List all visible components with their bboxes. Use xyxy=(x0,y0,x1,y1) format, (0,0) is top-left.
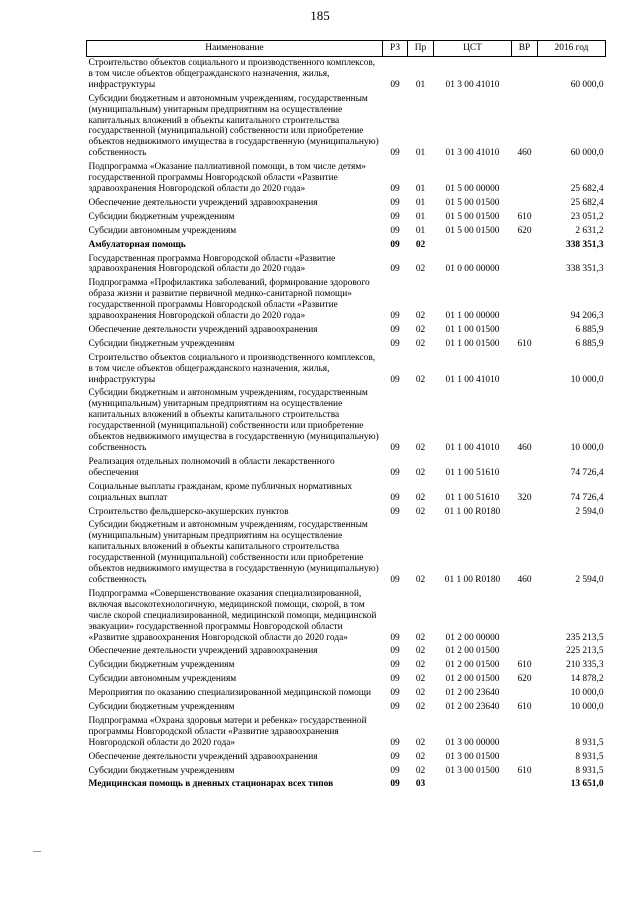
cell-rz: 09 xyxy=(390,779,400,790)
cell-cst: 01 2 00 01500 xyxy=(445,646,500,657)
cell-rz: 09 xyxy=(390,374,400,385)
cell-cst xyxy=(434,239,512,253)
cell-amount: 23 051,2 xyxy=(570,211,604,222)
cell-amount: 25 682,4 xyxy=(570,197,604,208)
cell-amount: 235 213,5 xyxy=(566,632,604,643)
table-row xyxy=(87,57,606,93)
table-row xyxy=(87,225,606,239)
cell-name: Медицинская помощь в дневных стационарах всех типов xyxy=(88,779,334,790)
cell-vr: 320 xyxy=(517,492,532,503)
cell-vr: 460 xyxy=(517,148,532,159)
cell-pr: 01 xyxy=(415,183,426,194)
cell-pr: 02 xyxy=(415,311,426,322)
cell-rz: 09 xyxy=(390,506,400,517)
table-row xyxy=(87,481,606,506)
table-row xyxy=(87,197,606,211)
cell-cst: 01 0 00 00000 xyxy=(445,264,500,275)
cell-vr xyxy=(512,506,538,520)
cell-name: Обеспечение деятельности учреждений здравоохранения xyxy=(88,197,318,208)
cell-vr: 620 xyxy=(517,225,532,236)
cell-cst: 01 3 00 41010 xyxy=(445,148,500,159)
cell-pr: 01 xyxy=(415,225,426,236)
cell-rz: 09 xyxy=(390,183,400,194)
cell-amount: 14 878,2 xyxy=(570,674,604,685)
cell-cst xyxy=(434,778,512,792)
cell-rz: 09 xyxy=(390,324,400,335)
cell-cst: 01 2 00 01500 xyxy=(445,674,500,685)
cell-pr: 02 xyxy=(415,688,426,699)
budget-table xyxy=(86,40,606,792)
cell-rz: 09 xyxy=(390,467,400,478)
cell-rz: 09 xyxy=(390,646,400,657)
cell-cst: 01 1 00 R0180 xyxy=(444,506,501,517)
cell-rz: 09 xyxy=(390,702,400,713)
table-row xyxy=(87,338,606,352)
cell-name: Субсидии автономным учреждениям xyxy=(88,225,237,236)
table-row xyxy=(87,239,606,253)
cell-amount: 2 631,2 xyxy=(575,225,604,236)
header-cst: ЦСТ xyxy=(434,41,512,57)
cell-pr: 02 xyxy=(415,374,426,385)
table-row xyxy=(87,588,606,646)
cell-cst: 01 1 00 01500 xyxy=(445,338,500,349)
cell-cst: 01 5 00 01500 xyxy=(445,197,500,208)
cell-amount: 8 931,5 xyxy=(575,737,604,748)
cell-pr: 02 xyxy=(415,506,426,517)
table-row xyxy=(87,673,606,687)
cell-rz: 09 xyxy=(390,660,400,671)
cell-vr xyxy=(512,161,538,197)
cell-pr: 02 xyxy=(415,702,426,713)
cell-cst: 01 1 00 41010 xyxy=(445,443,500,453)
cell-cst: 01 1 00 01500 xyxy=(445,324,500,335)
table-row xyxy=(87,277,606,324)
cell-rz: 09 xyxy=(390,311,400,322)
header-rz: РЗ xyxy=(383,41,408,57)
cell-name: Амбулаторная помощь xyxy=(88,239,186,250)
cell-cst: 01 3 00 01500 xyxy=(445,765,500,776)
cell-cst: 01 1 00 41010 xyxy=(445,374,500,385)
table-row xyxy=(87,324,606,338)
cell-name: Субсидии бюджетным учреждениям xyxy=(88,702,235,713)
cell-rz: 09 xyxy=(390,79,400,90)
header-vr: ВР xyxy=(512,41,538,57)
table-row xyxy=(87,253,606,278)
cell-name: Субсидии бюджетным учреждениям xyxy=(88,660,235,671)
cell-rz: 09 xyxy=(390,264,400,275)
cell-vr: 610 xyxy=(517,702,532,713)
cell-name: Субсидии бюджетным учреждениям xyxy=(88,765,235,776)
cell-amount: 210 335,3 xyxy=(566,660,604,671)
cell-vr xyxy=(512,352,538,388)
table-row xyxy=(87,659,606,673)
cell-vr xyxy=(512,253,538,278)
table-row xyxy=(87,211,606,225)
table-body xyxy=(87,57,606,793)
cell-name: Мероприятия по оказанию специализированной медицинской помощи xyxy=(88,688,372,699)
cell-cst: 01 5 00 00000 xyxy=(445,183,500,194)
cell-pr: 02 xyxy=(415,737,426,748)
cell-name: Субсидии бюджетным и автономным учреждениям, государственным (муниципальным) унитарным предприятиям на осуществление капитальных вложений в объекты капитального строительства государственной (муниципальной) собственности или приобретение объектов недвижимого имущества в государственную (муниципальную) собственность xyxy=(88,93,379,159)
cell-amount: 94 206,3 xyxy=(570,311,604,322)
cell-vr: 610 xyxy=(517,765,532,776)
header-name: Наименование xyxy=(87,41,383,57)
cell-cst: 01 1 00 51610 xyxy=(445,492,500,503)
cell-name: Обеспечение деятельности учреждений здравоохранения xyxy=(88,646,318,657)
cell-name: Строительство объектов социального и производственного комплексов, в том числе объектов общегражданского назначения, жилья, инфраструктуры xyxy=(88,58,376,90)
cell-rz: 09 xyxy=(390,148,400,159)
margin-mark xyxy=(33,851,41,852)
cell-vr xyxy=(512,277,538,324)
cell-name: Строительство объектов социального и производственного комплексов, в том числе объектов общегражданского назначения, жилья, инфраструктуры xyxy=(88,352,376,385)
cell-amount: 60 000,0 xyxy=(570,79,604,90)
cell-vr xyxy=(512,645,538,659)
cell-amount: 74 726,4 xyxy=(570,492,604,503)
table-row xyxy=(87,93,606,161)
cell-amount: 25 682,4 xyxy=(570,183,604,194)
cell-pr: 02 xyxy=(415,751,426,762)
cell-cst: 01 2 00 01500 xyxy=(445,660,500,671)
cell-vr: 460 xyxy=(517,443,532,453)
cell-name: Строительство фельдшерско-акушерских пунктов xyxy=(88,506,289,517)
cell-vr xyxy=(512,588,538,646)
cell-name: Подпрограмма «Совершенствование оказания специализированной, включая высокотехнологичную, медицинской помощи, скорой, в том числе скорой специализированной, медицинской помощи, медицинской эвакуации» государственной программы Новгородской области «Развитие здравоохранения Новгородской области до 2020 года» xyxy=(88,588,377,643)
cell-vr xyxy=(512,239,538,253)
cell-cst: 01 1 00 00000 xyxy=(445,311,500,322)
cell-name: Обеспечение деятельности учреждений здравоохранения xyxy=(88,751,318,762)
table-row xyxy=(87,765,606,779)
cell-pr: 02 xyxy=(415,264,426,275)
cell-rz: 09 xyxy=(390,688,400,699)
cell-amount: 2 594,0 xyxy=(575,506,604,517)
cell-name: Государственная программа Новгородской области «Развитие здравоохранения Новгородской области до 2020 года» xyxy=(88,253,336,275)
cell-name: Субсидии бюджетным и автономным учреждениям, государственным (муниципальным) унитарным предприятиям на осуществление капитальных вложений в объекты капитального строительства государственной (муниципальной) собственности или приобретение объектов недвижимого имущества в государственную (муниципальную) собственность xyxy=(88,520,379,585)
table-row xyxy=(87,701,606,715)
cell-vr: 620 xyxy=(517,674,532,685)
table-row xyxy=(87,687,606,701)
cell-amount: 8 931,5 xyxy=(575,765,604,776)
cell-pr: 02 xyxy=(415,324,426,335)
cell-cst: 01 2 00 00000 xyxy=(445,632,500,643)
table-row xyxy=(87,519,606,587)
cell-name: Обеспечение деятельности учреждений здравоохранения xyxy=(88,324,318,335)
cell-vr: 610 xyxy=(517,338,532,349)
cell-vr xyxy=(512,197,538,211)
page-number: 185 xyxy=(310,8,330,23)
cell-rz: 09 xyxy=(390,674,400,685)
cell-amount: 225 213,5 xyxy=(566,646,604,657)
cell-pr: 01 xyxy=(415,211,426,222)
cell-cst: 01 3 00 01500 xyxy=(445,751,500,762)
table-row xyxy=(87,645,606,659)
cell-cst: 01 1 00 51610 xyxy=(445,467,500,478)
cell-amount: 13 651,0 xyxy=(570,779,604,790)
cell-pr: 01 xyxy=(415,79,426,90)
cell-vr: 610 xyxy=(517,211,532,222)
cell-cst: 01 3 00 00000 xyxy=(445,737,500,748)
cell-pr: 02 xyxy=(415,765,426,776)
cell-vr xyxy=(512,57,538,93)
cell-name: Субсидии бюджетным учреждениям xyxy=(88,338,235,349)
cell-name: Субсидии бюджетным и автономным учреждениям, государственным (муниципальным) унитарным предприятиям на осуществление капитальных вложений в объекты капитального строительства государственной (муниципальной) собственности или приобретение объектов недвижимого имущества в государственную (муниципальную) собственность xyxy=(88,388,379,453)
cell-name: Подпрограмма «Оказание паллиативной помощи, в том числе детям» государственной программы Новгородской области «Развитие здравоохранения Новгородской области до 2020 года» xyxy=(88,162,366,194)
cell-rz: 09 xyxy=(390,211,400,222)
cell-vr: 610 xyxy=(517,660,532,671)
cell-amount: 2 594,0 xyxy=(575,574,604,585)
cell-pr: 02 xyxy=(415,443,426,453)
cell-amount: 10 000,0 xyxy=(570,688,604,699)
cell-pr: 02 xyxy=(415,660,426,671)
cell-rz: 09 xyxy=(390,574,400,585)
table-row xyxy=(87,778,606,792)
cell-cst: 01 5 00 01500 xyxy=(445,211,500,222)
cell-rz: 09 xyxy=(390,443,400,453)
cell-pr: 02 xyxy=(415,574,426,585)
cell-pr: 01 xyxy=(415,148,426,159)
table-row xyxy=(87,387,606,455)
cell-amount: 10 000,0 xyxy=(570,374,604,385)
cell-vr xyxy=(512,778,538,792)
cell-pr: 02 xyxy=(415,632,426,643)
table-row xyxy=(87,751,606,765)
cell-pr: 02 xyxy=(415,492,426,503)
cell-pr: 02 xyxy=(415,338,426,349)
cell-cst: 01 3 00 41010 xyxy=(445,79,500,90)
cell-name: Подпрограмма «Профилактика заболеваний, формирование здорового образа жизни и развитие первичной медико-санитарной помощи» государственной программы Новгородской области «Развитие здравоохранения Новгородской области до 2020 года» xyxy=(88,278,370,322)
cell-name: Субсидии бюджетным учреждениям xyxy=(88,211,235,222)
cell-name: Субсидии автономным учреждениям xyxy=(88,674,237,685)
table-row xyxy=(87,456,606,481)
cell-rz: 09 xyxy=(390,751,400,762)
cell-rz: 09 xyxy=(390,197,400,208)
table-row xyxy=(87,161,606,197)
cell-amount: 6 885,9 xyxy=(575,338,604,349)
cell-rz: 09 xyxy=(390,225,400,236)
cell-pr: 03 xyxy=(415,779,426,790)
cell-amount: 10 000,0 xyxy=(570,443,604,453)
table-header-row xyxy=(87,41,606,57)
header-year: 2016 год xyxy=(538,41,606,57)
cell-pr: 02 xyxy=(415,467,426,478)
cell-vr xyxy=(512,456,538,481)
cell-cst: 01 5 00 01500 xyxy=(445,225,500,236)
cell-vr xyxy=(512,687,538,701)
cell-pr: 02 xyxy=(415,646,426,657)
cell-vr xyxy=(512,324,538,338)
cell-cst: 01 2 00 23640 xyxy=(445,702,500,713)
cell-rz: 09 xyxy=(390,737,400,748)
cell-cst: 01 2 00 23640 xyxy=(445,688,500,699)
cell-pr: 02 xyxy=(415,674,426,685)
cell-name: Реализация отдельных полномочий в области лекарственного обеспечения xyxy=(88,456,335,478)
cell-vr xyxy=(512,751,538,765)
cell-amount: 6 885,9 xyxy=(575,324,604,335)
cell-amount: 10 000,0 xyxy=(570,702,604,713)
cell-pr: 01 xyxy=(415,197,426,208)
table-row xyxy=(87,715,606,751)
cell-amount: 338 351,3 xyxy=(566,264,604,275)
cell-rz: 09 xyxy=(390,338,400,349)
cell-vr: 460 xyxy=(517,574,532,585)
cell-cst: 01 1 00 R0180 xyxy=(444,574,501,585)
cell-rz: 09 xyxy=(390,632,400,643)
cell-rz: 09 xyxy=(390,492,400,503)
cell-vr xyxy=(512,715,538,751)
cell-rz: 09 xyxy=(390,239,400,250)
header-pr: Пр xyxy=(408,41,434,57)
cell-amount: 338 351,3 xyxy=(566,239,604,250)
cell-amount: 60 000,0 xyxy=(570,148,604,159)
cell-name: Подпрограмма «Охрана здоровья матери и ребенка» государственной программы Новгородской области «Развитие здравоохранения Новгородской области до 2020 года» xyxy=(88,715,367,748)
cell-amount: 8 931,5 xyxy=(575,751,604,762)
table-row xyxy=(87,352,606,388)
table-row xyxy=(87,506,606,520)
cell-pr: 02 xyxy=(415,239,426,250)
cell-name: Социальные выплаты гражданам, кроме публичных нормативных социальных выплат xyxy=(88,481,353,503)
cell-amount: 74 726,4 xyxy=(570,467,604,478)
cell-rz: 09 xyxy=(390,765,400,776)
